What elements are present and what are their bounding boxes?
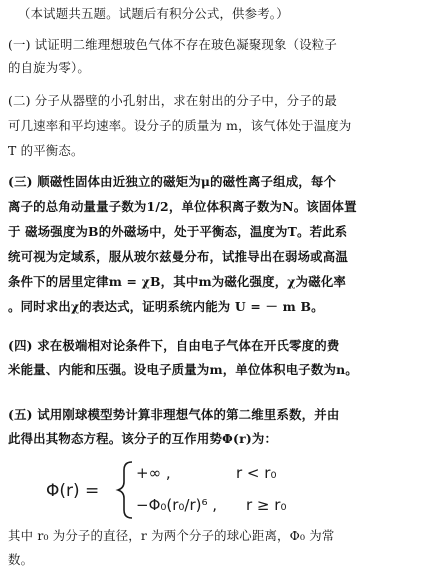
question-3-line-3: 于 磁场强度为B的外磁场中，处于平衡态，温度为T。若此系: [8, 224, 348, 239]
question-2-line-1: (二) 分子从器壁的小孔射出，求在射出的分子中，分子的最: [8, 93, 337, 108]
question-3-line-6: 。同时求出χ的表达式，证明系统内能为 U = － m B。: [8, 299, 324, 314]
question-2-line-3: T 的平衡态。: [8, 143, 84, 158]
question-1-line-1: (一) 试证明二维理想玻色气体不存在玻色凝聚现象（设粒子: [8, 37, 337, 52]
piecewise-brace: [118, 462, 132, 518]
equation-svg: [40, 454, 380, 524]
question-3-line-5: 条件下的居里定律m = χB，其中m为磁化强度，χ为磁化率: [8, 274, 347, 289]
exam-header: （本试题共五题。试题后有积分公式，供参考。）: [18, 6, 289, 21]
question-1-line-2: 的自旋为零）。: [8, 60, 90, 75]
question-3-line-2: 离子的总角动量量子数为1/2，单位体积离子数为N。该固体置: [8, 199, 357, 214]
question-5-note-line-2: 数。: [8, 552, 34, 567]
equation-case1-value: +∞ ,: [136, 464, 171, 482]
equation-case2-condition: r ≥ r₀: [246, 496, 287, 514]
question-4-line-2: 米能量、内能和压强。设电子质量为m，单位体积电子数为n。: [8, 362, 358, 377]
question-5-line-2: 此得出其物态方程。该分子的互作用势Φ(r)为：: [8, 431, 278, 446]
question-3-line-4: 统可视为定域系，服从玻尔兹曼分布，试推导出在弱场或高温: [8, 249, 348, 264]
question-3-line-1: (三) 顺磁性固体由近独立的磁矩为μ的磁性离子组成，每个: [8, 174, 337, 189]
interaction-potential-equation: [40, 454, 380, 524]
question-5-line-1: (五) 试用刚球模型势计算非理想气体的第二维里系数，并由: [8, 407, 340, 422]
equation-case1-condition: r < r₀: [236, 464, 277, 482]
question-5-note-line-1: 其中 r₀ 为分子的直径，r 为两个分子的球心距离，Φ₀ 为常: [8, 528, 335, 543]
equation-lhs: Φ(r) =: [46, 481, 100, 501]
question-2-line-2: 可几速率和平均速率。设分子的质量为 m，该气体处于温度为: [8, 118, 352, 133]
question-4-line-1: (四) 求在极端相对论条件下，自由电子气体在开氏零度的费: [8, 338, 340, 353]
equation-case2-value: −Φ₀(r₀/r)⁶ ,: [136, 496, 218, 514]
